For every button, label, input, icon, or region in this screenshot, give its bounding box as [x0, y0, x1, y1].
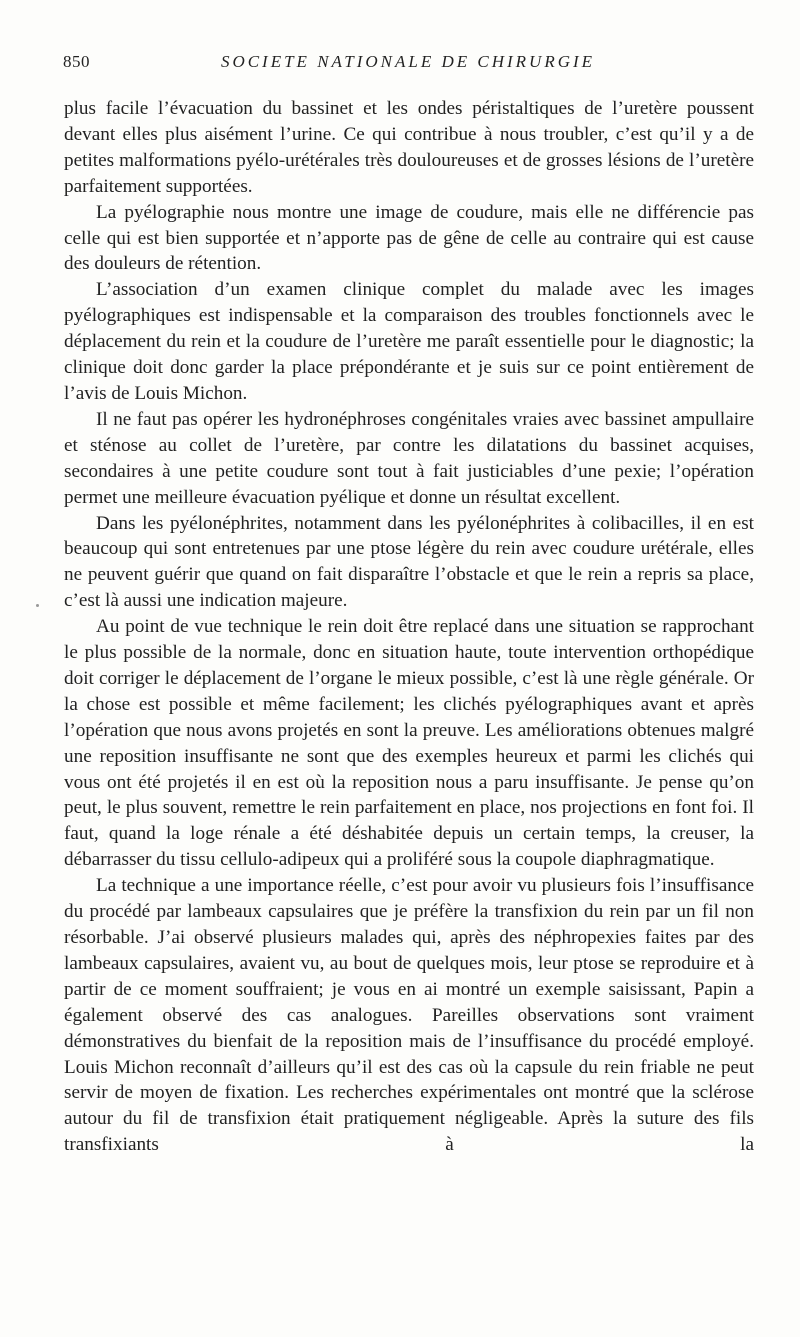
scan-speck	[36, 604, 39, 607]
body-text	[64, 96, 754, 1158]
journal-title: SOCIETE NATIONALE DE CHIRURGIE	[220, 52, 596, 71]
paragraph-7: La technique a une importance réelle, c’est pour avoir vu plusieurs fois l’insuffisance du procédé par lambeaux capsulaires que je préfère la transfixion du rein par un fil non résorbable. J’ai observé plusieurs malades qui, après des néphropexies faites par des lambeaux capsulaires, avaient vu, au bout de quelques mois, leur ptose se reproduire et à partir de ce moment souffraient; je vous en ai montré un exemple saisissant, Papin a également observé des cas analogues. Pareilles observations sont vraiment démonstratives du bienfait de la reposition mais de l’insuffisance du procédé employé. Louis Michon reconnaît d’ailleurs qu’il est des cas où la capsule du rein friable ne peut servir de moyen de fixation. Les recherches expérimentales ont montré que la sclérose autour du fil de transfixion était pratiquement négligeable. Après la suture des fils transfixiants à la	[64, 875, 754, 1156]
paragraph-2: La pyélographie nous montre une image de coudure, mais elle ne différencie pas celle qui est bien supportée et n’apporte pas de gêne de celle au contraire qui est cause des douleurs de rétention.	[64, 201, 754, 275]
paragraph-1: plus facile l’évacuation du bassinet et les ondes péristaltiques de l’uretère poussent devant elles plus aisément l’urine. Ce qui contribue à nous troubler, c’est qu’il y a de petites malformations pyélo-urétérales très douloureuses et de grosses lésions de l’uretère parfaitement supportées.	[64, 98, 754, 197]
paragraph-3: L’association d’un examen clinique complet du malade avec les images pyélographiques est indispensable et la comparaison des troubles fonctionnels avec le déplacement du rein et la coudure de l’uretère me paraît essentielle pour le diagnostic; la clinique doit donc garder la place prépondérante et je suis sur ce point entièrement de l’avis de Louis Michon.	[64, 279, 754, 404]
running-head	[63, 52, 753, 76]
paragraph-6: Au point de vue technique le rein doit être replacé dans une situation se rapprochant le plus possible de la normale, donc en situation haute, toute intervention orthopédique doit corriger le déplacement de l’organe le mieux possible, c’est là une règle générale. Or la chose est possible et même facilement; les clichés pyélographiques avant et après l’opération que nous avons projetés en sont la preuve. Les améliorations obtenues malgré une reposition insuffisante ne sont que des exemples heureux et parmi les clichés qui vous ont été projetés il en est où la reposition nous a paru insuffisante. Je pense qu’on peut, le plus souvent, remettre le rein parfaitement en place, nos projections en font foi. Il faut, quand la loge rénale a été déshabitée depuis un certain temps, la creuser, la débarrasser du tissu cellulo-adipeux qui a proliféré sous la coupole diaphragmatique.	[64, 616, 754, 871]
page-number: 850	[63, 52, 90, 71]
paragraph-5: Dans les pyélonéphrites, notamment dans les pyélonéphrites à colibacilles, il en est beaucoup qui sont entretenues par une ptose légère du rein avec coudure urétérale, elles ne peuvent guérir que quand on fait disparaître l’obstacle et que le rein a repris sa place, c’est là aussi une indication majeure.	[64, 512, 754, 612]
paragraph-4: Il ne faut pas opérer les hydronéphroses congénitales vraies avec bassinet ampullaire et sténose au collet de l’uretère, par contre les dilatations du bassinet acquises, secondaires à une petite coudure sont tout à fait justiciables d’une pexie; l’opération permet une meilleure évacuation pyélique et donne un résultat excellent.	[64, 408, 754, 508]
